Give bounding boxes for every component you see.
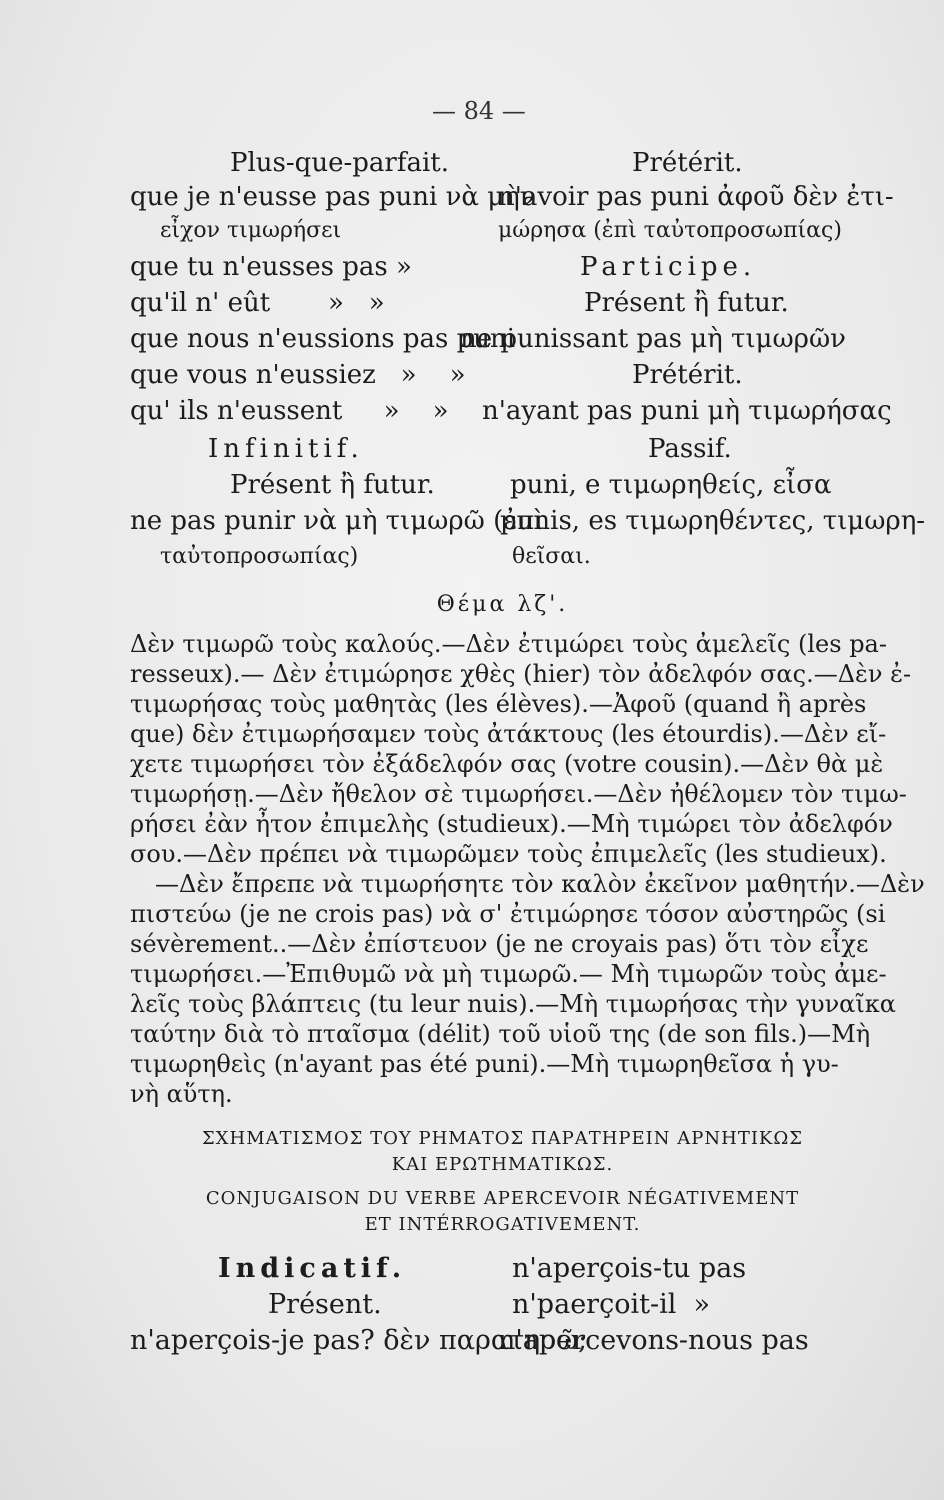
heading-infinitif: Infinitif.: [208, 434, 364, 464]
heading-plus-que-parfait: Plus-que-parfait.: [230, 148, 449, 178]
conj-line: que nous n'eussions pas puni: [130, 324, 516, 354]
heading-participe: Participe.: [580, 252, 757, 282]
heading-present-futur: Présent ἢ futur.: [230, 470, 435, 500]
conj-line: n'ayant pas puni μὴ τιμωρήσας: [482, 396, 892, 426]
paragraph-line: λεῖς τοὺς βλάπτεις (tu leur nuis).—Μὴ τιμωρήσας τὴν γυναῖκα: [130, 990, 897, 1018]
heading-present: Présent.: [268, 1289, 382, 1320]
paragraph-line: σου.—Δὲν πρέπει νὰ τιμωρῶμεν τοὺς ἐπιμελεῖς (les studieux).: [130, 840, 887, 868]
conj-line: n'aperçois-tu pas: [512, 1253, 747, 1284]
conj-line: ne punissant pas μὴ τιμωρῶν: [460, 324, 846, 354]
heading-preterit: Prétérit.: [632, 148, 743, 178]
conj-line: puni, e τιμωρηθείς, εἶσα: [510, 470, 832, 500]
heading-greek-line-2: ΚΑΙ ΕΡΩΤΗΜΑΤΙΚΩΣ.: [391, 1154, 614, 1175]
heading-french-line-2: ET INTÉRROGATIVEMENT.: [364, 1214, 641, 1235]
paragraph-line: τιμωρήσῃ.—Δὲν ἤθελον σὲ τιμωρήσει.—Δὲν ἠθέλομεν τὸν τιμω-: [130, 780, 907, 808]
conj-line: que vous n'eussiez » »: [130, 360, 466, 390]
page-number: — 84 —: [432, 97, 526, 125]
paragraph-line: νὴ αὕτη.: [130, 1080, 233, 1108]
heading-preterit: Prétérit.: [632, 360, 743, 390]
heading-french-line-1: CONJUGAISON DU VERBE APERCEVOIR NÉGATIVEMENT: [205, 1188, 800, 1209]
paragraph-line: χετε τιμωρήσει τὸν ἐξάδελφόν σας (votre cousin).—Δὲν θὰ μὲ: [130, 750, 884, 778]
paragraph-line: πιστεύω (je ne crois pas) νὰ σ' ἐτιμώρησε τόσον αὐστηρῶς (si: [130, 900, 886, 928]
conj-line: n'apercevons-nous pas: [498, 1325, 809, 1356]
conj-line: εἶχον τιμωρήσει: [160, 218, 342, 243]
heading-passif: Passif.: [648, 434, 732, 464]
paragraph-line: que) δὲν ἐτιμωρήσαμεν τοὺς ἀτάκτους (les étourdis).—Δὲν εἴ-: [130, 720, 887, 748]
conj-line: μώρησα (ἐπὶ ταὐτοπροσωπίας): [498, 218, 842, 243]
paragraph-line: ταύτην διὰ τὸ πταῖσμα (délit) τοῦ υἱοῦ της (de son fils.)—Μὴ: [130, 1020, 871, 1048]
conj-line: punis, es τιμωρηθέντες, τιμωρη-: [500, 506, 926, 536]
paragraph-line: τιμωρήσας τοὺς μαθητὰς (les élèves).—Ἀφοῦ (quand ἢ après: [130, 690, 867, 718]
paragraph-line: τιμωρήσει.—Ἐπιθυμῶ νὰ μὴ τιμωρῶ.— Μὴ τιμωρῶν τοὺς ἀμε-: [130, 960, 887, 988]
paragraph-line: τιμωρηθεὶς (n'ayant pas été puni).—Μὴ τιμωρηθεῖσα ἡ γυ-: [130, 1050, 839, 1078]
conj-line: n'avoir pas puni ἀφοῦ δὲν ἐτι-: [498, 182, 894, 212]
conj-line: n'paerçoit-il »: [512, 1289, 711, 1320]
paragraph-line: sévèrement..—Δὲν ἐπίστευον (je ne croyais pas) ὅτι τὸν εἶχε: [130, 930, 869, 958]
conj-line: qu'il n' eût » »: [130, 288, 385, 318]
conj-line: que je n'eusse pas puni νὰ μὴν: [130, 182, 536, 212]
conj-line: ταὐτοπροσωπίας): [160, 544, 359, 569]
paragraph-line: ρήσει ἐὰν ἦτον ἐπιμελὴς (studieux).—Μὴ τιμώρει τὸν ἀδελφόν: [130, 810, 893, 838]
theme-title: Θέμα λζ'.: [436, 592, 569, 617]
conj-line: n'aperçois-je pas? δὲν παρατηρῶ;: [130, 1325, 588, 1356]
heading-present-futur: Présent ἢ futur.: [584, 288, 789, 318]
conj-line: ne pas punir νὰ μὴ τιμωρῶ (ἐπὶ: [130, 506, 545, 536]
conj-line: qu' ils n'eussent » »: [130, 396, 449, 426]
conj-line: que tu n'eusses pas »: [130, 252, 412, 282]
heading-indicatif: Indicatif.: [218, 1253, 407, 1284]
paragraph-line: resseux).— Δὲν ἐτιμώρησε χθὲς (hier) τὸν ἀδελφόν σας.—Δὲν ἐ-: [130, 660, 912, 688]
heading-greek-line-1: ΣΧΗΜΑΤΙΣΜΟΣ ΤΟΥ ΡΗΜΑΤΟΣ ΠΑΡΑΤΗΡΕΙΝ ΑΡΝΗΤΙΚΩΣ: [201, 1128, 804, 1149]
paragraph-line: Δὲν τιμωρῶ τοὺς καλούς.—Δὲν ἐτιμώρει τοὺς ἀμελεῖς (les pa-: [130, 630, 887, 658]
conj-line: θεῖσαι.: [512, 544, 591, 569]
paragraph-line: —Δὲν ἔπρεπε νὰ τιμωρήσητε τὸν καλὸν ἐκεῖνον μαθητήν.—Δὲν: [155, 870, 925, 898]
